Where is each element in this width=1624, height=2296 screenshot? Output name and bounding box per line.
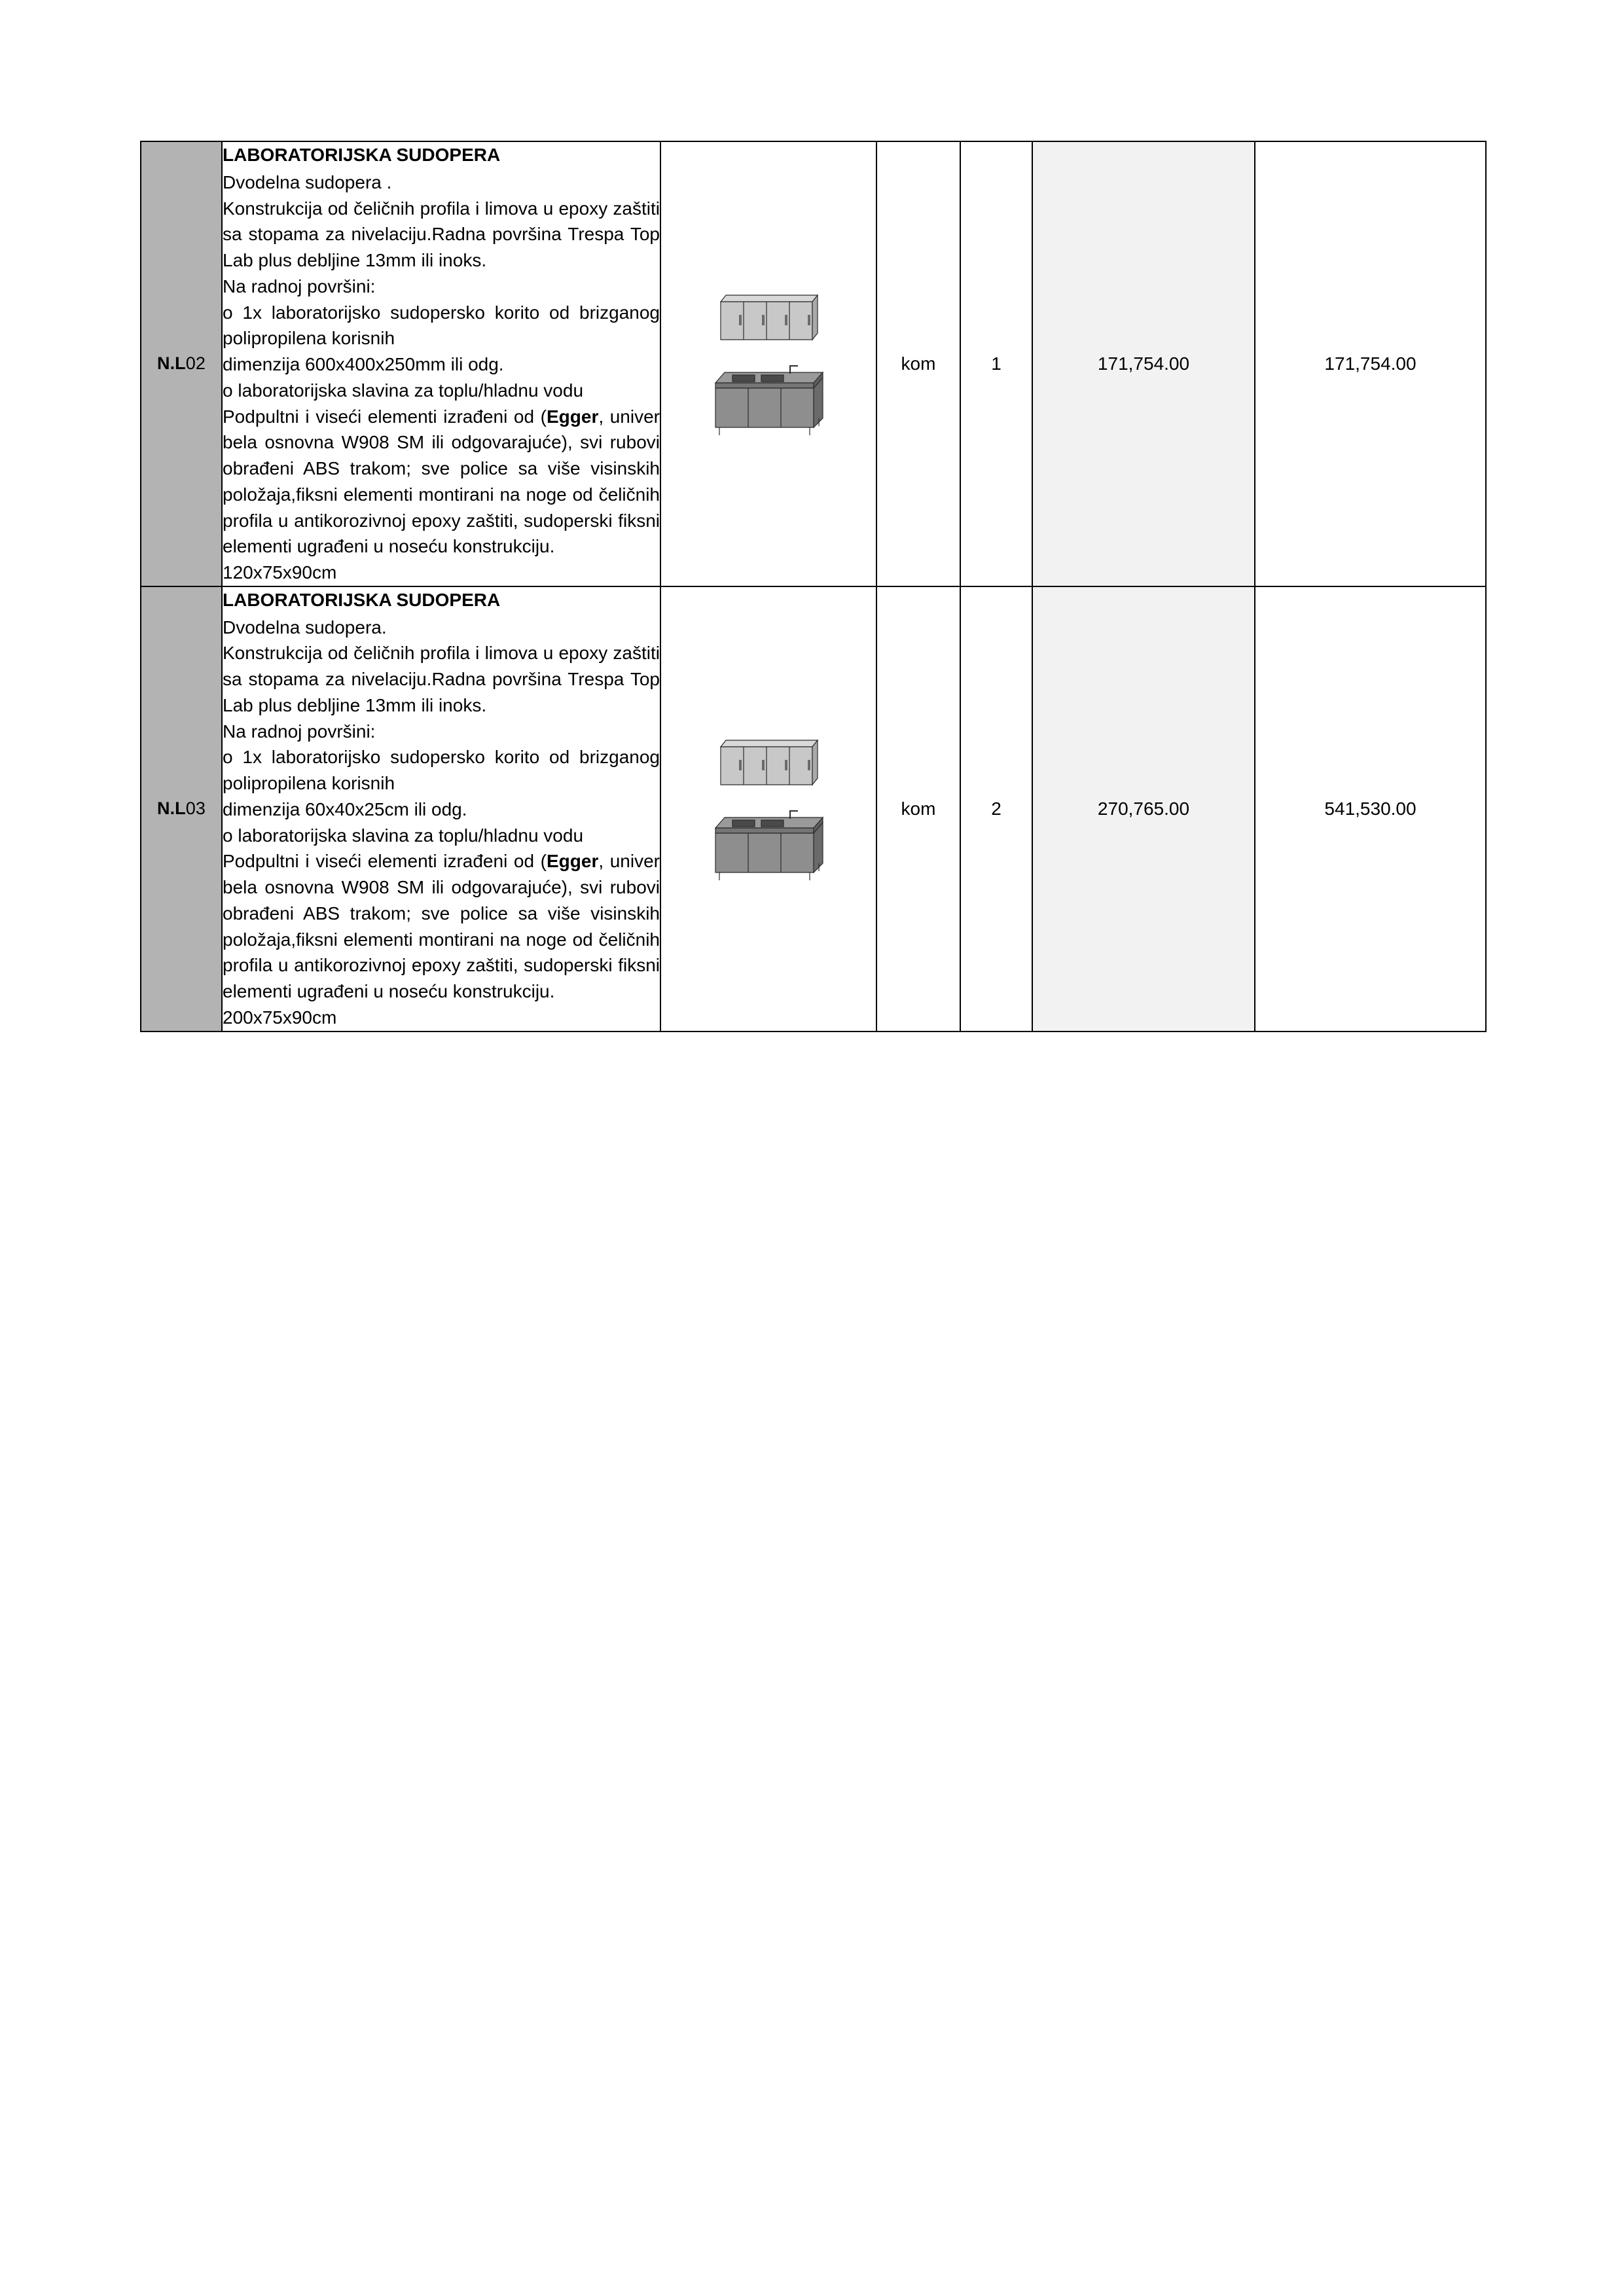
egger-pre: Podpultni i viseći elementi izrađeni od ( bbox=[223, 851, 547, 872]
row-description-cell bbox=[222, 586, 660, 1031]
egger-brand: Egger bbox=[546, 851, 599, 872]
base-sink-unit-icon bbox=[706, 359, 831, 444]
description-line: dimenzija 600x400x250mm ili odg. bbox=[223, 354, 504, 374]
row-code-suffix: 02 bbox=[185, 353, 206, 374]
wall-cabinet-icon bbox=[713, 283, 824, 355]
product-illustration bbox=[661, 283, 876, 444]
description-title: LABORATORIJSKA SUDOPERA bbox=[223, 145, 501, 165]
description-dimensions: 120x75x90cm bbox=[223, 562, 337, 583]
table-row bbox=[141, 586, 1486, 1031]
description-body bbox=[223, 615, 660, 1031]
row-code-prefix: N.L bbox=[156, 353, 186, 374]
row-unit-cell: kom bbox=[876, 586, 960, 1031]
wall-cabinet-icon bbox=[713, 728, 824, 800]
row-total-price-cell: 541,530.00 bbox=[1255, 586, 1486, 1031]
description-dimensions: 200x75x90cm bbox=[223, 1007, 337, 1028]
description-line-egger bbox=[223, 404, 660, 560]
description-line: o 1x laboratorijsko sudopersko korito od brizganog polipropilena korisnih bbox=[223, 302, 660, 349]
row-image-cell bbox=[660, 586, 876, 1031]
egger-brand: Egger bbox=[546, 406, 599, 427]
description-line: Konstrukcija od čeličnih profila i limova u epoxy zaštiti sa stopama za nivelaciju.Radna površina Trespa Top Lab plus debljine 13mm ili inoks. bbox=[223, 198, 660, 270]
row-unit-price-cell: 171,754.00 bbox=[1032, 141, 1255, 586]
product-illustration bbox=[661, 728, 876, 889]
description-line: dimenzija 60x40x25cm ili odg. bbox=[223, 798, 467, 819]
base-sink-unit-icon bbox=[706, 804, 831, 889]
description-line: Na radnoj površini: bbox=[223, 721, 376, 742]
row-description-cell bbox=[222, 141, 660, 586]
row-code-prefix: N.L bbox=[156, 798, 186, 819]
description-title: LABORATORIJSKA SUDOPERA bbox=[223, 589, 501, 610]
description-line: o laboratorijska slavina za toplu/hladnu vodu bbox=[223, 825, 584, 846]
row-image-cell bbox=[660, 141, 876, 586]
egger-pre: Podpultni i viseći elementi izrađeni od ( bbox=[223, 406, 547, 427]
description-body bbox=[223, 170, 660, 586]
egger-post: , univer bela osnovna W908 SM ili odgovarajuće), svi rubovi obrađeni ABS trakom; sve police sa više visinskih položaja,fiksni elementi montirani na noge od čeličnih profila u antikorozivnoj epoxy zaštiti, sudoperski fiksni elementi ugrađeni u noseću konstrukciju. bbox=[223, 851, 660, 1001]
specification-table bbox=[140, 141, 1487, 1032]
egger-post: , univer bela osnovna W908 SM ili odgovarajuće), svi rubovi obrađeni ABS trakom; sve police sa više visinskih položaja,fiksni elementi montirani na noge od čeličnih profila u antikorozivnoj epoxy zaštiti, sudoperski fiksni elementi ugrađeni u noseću konstrukciju. bbox=[223, 406, 660, 557]
description-line: Dvodelna sudopera. bbox=[223, 617, 387, 637]
row-unit-cell: kom bbox=[876, 141, 960, 586]
description-line: Konstrukcija od čeličnih profila i limova u epoxy zaštiti sa stopama za nivelaciju.Radna površina Trespa Top Lab plus debljine 13mm ili inoks. bbox=[223, 643, 660, 715]
row-quantity-cell: 1 bbox=[960, 141, 1032, 586]
row-quantity-cell: 2 bbox=[960, 586, 1032, 1031]
row-total-price-cell: 171,754.00 bbox=[1255, 141, 1486, 586]
description-line: o 1x laboratorijsko sudopersko korito od brizganog polipropilena korisnih bbox=[223, 747, 660, 793]
row-code-cell bbox=[141, 141, 222, 586]
row-code-cell bbox=[141, 586, 222, 1031]
description-line: o laboratorijska slavina za toplu/hladnu vodu bbox=[223, 380, 584, 401]
table-row bbox=[141, 141, 1486, 586]
description-line: Na radnoj površini: bbox=[223, 276, 376, 296]
description-line: Dvodelna sudopera . bbox=[223, 171, 392, 192]
row-unit-price-cell: 270,765.00 bbox=[1032, 586, 1255, 1031]
row-code-suffix: 03 bbox=[185, 798, 206, 819]
description-line-egger bbox=[223, 848, 660, 1005]
